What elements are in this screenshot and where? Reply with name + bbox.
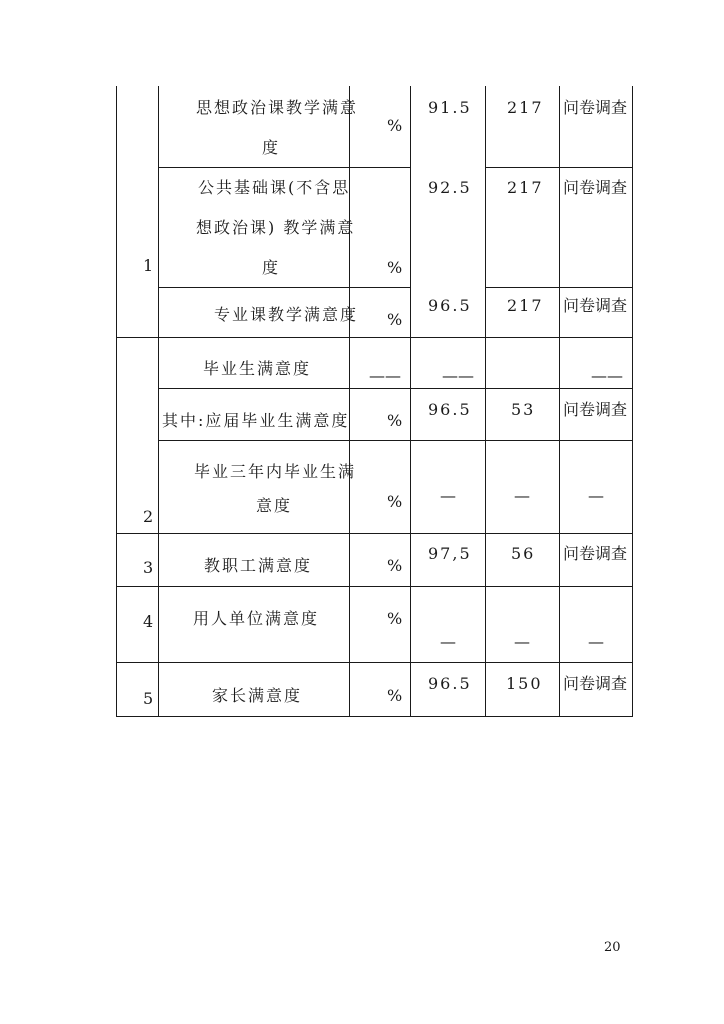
table-border [158,287,410,288]
count-cell: 150 [506,674,543,693]
count-cell: — [514,486,530,505]
value-cell: 92.5 [428,178,472,197]
table-border [116,533,632,534]
method-cell: 问卷调查 [563,98,628,117]
table-border [158,86,159,717]
value-cell: 97,5 [428,544,472,563]
value-cell: — [440,632,456,651]
count-cell: 217 [507,98,544,117]
table-border [485,86,486,717]
item-name-line: 度 [262,258,281,277]
value-cell: 96.5 [428,400,472,419]
count-cell: — [514,632,530,651]
table-border [158,388,632,389]
item-name-line: 家长满意度 [212,686,303,705]
table-border [116,86,117,717]
row-number: 2 [143,507,154,526]
count-cell: 53 [511,400,536,419]
value-cell: — [440,486,456,505]
method-cell: 问卷调查 [563,674,628,693]
unit-cell: % [387,411,403,430]
method-cell: — [588,486,604,505]
method-cell: —— [591,366,623,385]
unit-cell: % [387,116,403,135]
unit-cell: % [387,556,403,575]
value-cell: 96.5 [428,296,472,315]
count-cell: 217 [507,296,544,315]
method-cell: 问卷调查 [563,296,628,315]
count-cell: 56 [511,544,536,563]
table-border [116,662,632,663]
item-name-line: 其中:应届毕业生满意度 [162,411,350,430]
value-cell: 96.5 [428,674,472,693]
item-name-line: 毕业三年内毕业生满 [194,462,357,481]
item-name-line: 度 [262,138,281,157]
unit-cell: % [387,310,403,329]
unit-cell: % [387,258,403,277]
table-border [559,86,560,388]
method-cell: 问卷调查 [563,400,628,419]
table-border [410,86,411,717]
table-border [116,586,632,587]
item-name-line: 教职工满意度 [204,556,313,575]
item-name-line: 思想政治课教学满意 [196,98,359,117]
item-name-line: 想政治课) 教学满意 [196,218,356,237]
method-cell: — [588,632,604,651]
item-name-line: 毕业生满意度 [203,359,312,378]
method-cell: 问卷调查 [563,544,628,563]
count-cell: 217 [507,178,544,197]
unit-cell: —— [369,366,401,385]
unit-cell: % [387,686,403,705]
row-number: 3 [143,558,154,577]
value-cell: —— [442,366,474,385]
table-border [116,716,632,717]
row-number: 5 [143,689,154,708]
table-border [632,86,633,717]
unit-cell: % [387,609,403,628]
page-number: 20 [604,940,621,955]
method-cell: 问卷调查 [563,178,628,197]
table-border [158,440,632,441]
row-number: 4 [143,612,154,631]
item-name-line: 专业课教学满意度 [214,305,359,324]
table-border [116,337,632,338]
unit-cell: % [387,492,403,511]
value-cell: 91.5 [428,98,472,117]
item-name-line: 公共基础课(不含思 [198,178,351,197]
item-name-line: 意度 [256,496,293,515]
item-name-line: 用人单位满意度 [193,609,320,628]
table-border [158,167,410,168]
row-number: 1 [143,256,154,275]
table-border [559,388,560,717]
